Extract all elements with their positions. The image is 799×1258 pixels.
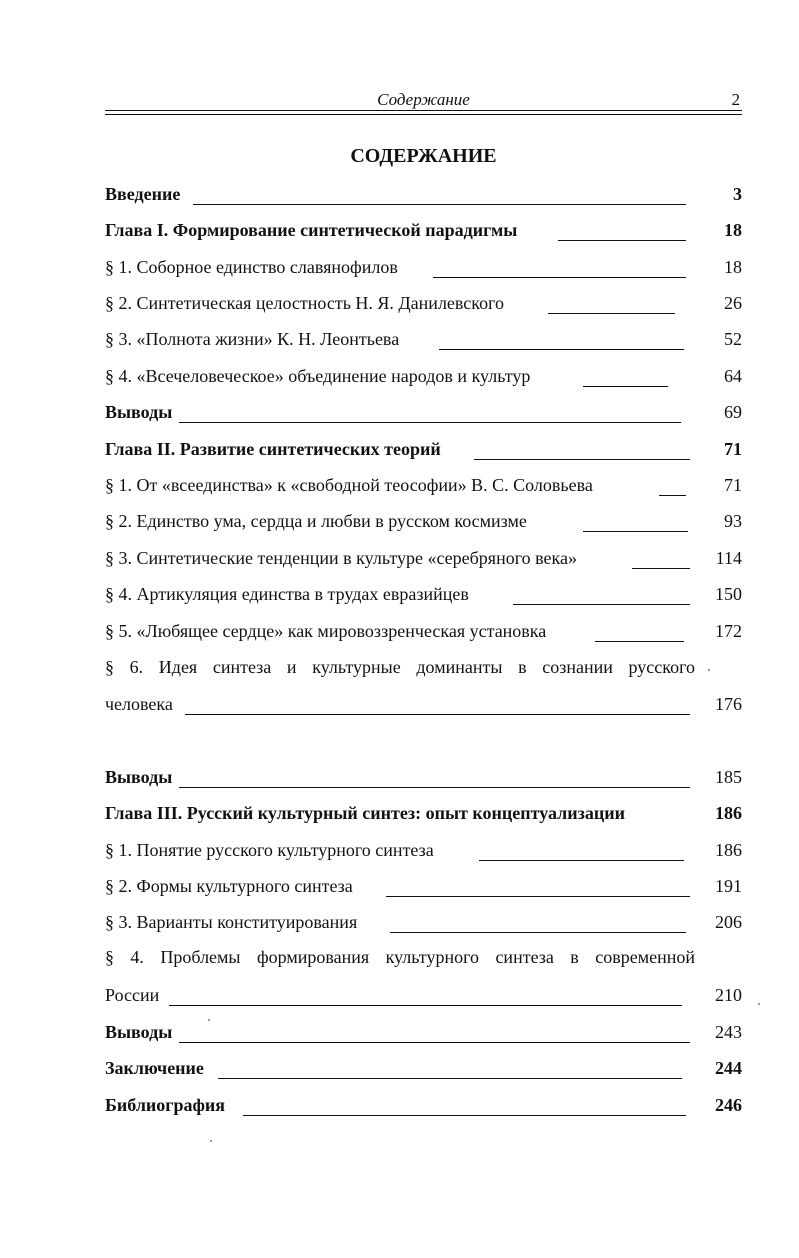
- toc-entry-ch3-section-2[interactable]: [105, 874, 742, 902]
- toc-entry-ch1-section-1[interactable]: [105, 255, 742, 283]
- toc-entry-ch2-section-6[interactable]: [105, 692, 742, 720]
- toc-entry-page: 26: [724, 293, 742, 313]
- toc-leader-line: [513, 604, 690, 605]
- header-rule-top: [105, 110, 742, 111]
- toc-entry-label: § 2. Формы культурного синтеза: [105, 876, 353, 896]
- toc-entry-label: § 2. Синтетическая целостность Н. Я. Данилевского: [105, 293, 505, 313]
- toc-leader-line: [390, 932, 686, 933]
- running-head-title: Содержание: [377, 90, 470, 109]
- toc-entry-label: Глава I. Формирование синтетической парадигмы: [105, 220, 518, 240]
- toc-leader-line: [632, 568, 690, 569]
- toc-entry-chapter-2[interactable]: [105, 437, 742, 465]
- toc-leader-line: [583, 531, 688, 532]
- toc-entry-label: § 1. От «всеединства» к «свободной теософии» В. С. Соловьева: [105, 475, 593, 495]
- toc-entry-ch2-section-2[interactable]: [105, 509, 742, 537]
- toc-leader-line: [583, 386, 668, 387]
- toc-entry-label: § 1. Соборное единство славянофилов: [105, 257, 398, 277]
- toc-entry-label: Глава III. Русский культурный синтез: опыт концептуализации: [105, 803, 625, 823]
- toc-entry-ch2-section-1[interactable]: [105, 473, 742, 501]
- header-rule-bottom: [105, 114, 742, 115]
- toc-entry-page: 172: [715, 621, 742, 641]
- toc-entry-label: § 4. «Всечеловеческое» объединение народов и культур: [105, 366, 531, 386]
- toc-entry-page: 243: [715, 1022, 742, 1042]
- toc-entry-label: § 3. Варианты конституирования: [105, 912, 358, 932]
- toc-entry-label: § 1. Понятие русского культурного синтеза: [105, 840, 434, 860]
- toc-entry-ch2-section-4[interactable]: [105, 582, 742, 610]
- toc-entry-ch3-section-1[interactable]: [105, 838, 742, 866]
- running-head-page-number: 2: [731, 90, 740, 109]
- toc-entry-page: 206: [715, 912, 742, 932]
- toc-entry-page: 69: [724, 402, 742, 422]
- toc-leader-line: [479, 860, 684, 861]
- toc-leader-line: [386, 896, 690, 897]
- toc-entry-page: 210: [715, 985, 742, 1005]
- toc-entry-page: 244: [715, 1058, 742, 1078]
- toc-entry-ch3-conclusions[interactable]: [105, 1020, 742, 1048]
- toc-entry-page: 176: [715, 694, 742, 714]
- toc-leader-line: [179, 1042, 690, 1043]
- toc-entry-label: Заключение: [105, 1058, 204, 1078]
- toc-entry-conclusion[interactable]: [105, 1056, 742, 1084]
- toc-entry-label: § 4. Артикуляция единства в трудах евразийцев: [105, 584, 469, 604]
- toc-entry-page: 71: [724, 439, 742, 459]
- toc-entry-label: § 3. «Полнота жизни» К. Н. Леонтьева: [105, 329, 400, 349]
- toc-leader-line: [474, 459, 690, 460]
- toc-entry-ch2-section-3[interactable]: [105, 546, 742, 574]
- toc-leader-line: [595, 641, 684, 642]
- toc-entry-ch1-section-2[interactable]: [105, 291, 742, 319]
- toc-entry-label: Библиография: [105, 1095, 226, 1115]
- toc-entry-chapter-1[interactable]: [105, 218, 742, 246]
- toc-leader-line: [548, 313, 675, 314]
- toc-entry-ch2-conclusions[interactable]: [105, 765, 742, 793]
- toc-leader-line: [169, 1005, 682, 1006]
- scan-speck: [208, 1019, 210, 1021]
- toc-leader-line: [243, 1115, 686, 1116]
- toc-entry-label: § 2. Единство ума, сердца и любви в русском космизме: [105, 511, 527, 531]
- toc-entry-page: 186: [715, 840, 742, 860]
- toc-leader-line: [185, 714, 690, 715]
- toc-leader-line: [558, 240, 686, 241]
- toc-entry-label: человека: [105, 694, 173, 714]
- toc-entry-page: 52: [724, 329, 742, 349]
- toc-entry-page: 191: [715, 876, 742, 896]
- toc-entry-ch3-section-3[interactable]: [105, 910, 742, 938]
- toc-entry-label: Введение: [105, 184, 181, 204]
- toc-entry-ch2-section-5[interactable]: [105, 619, 742, 647]
- toc-entry-chapter-3[interactable]: [105, 801, 742, 829]
- toc-entry-page: 64: [724, 366, 742, 386]
- toc-entry-page: 150: [715, 584, 742, 604]
- toc-entry-page: 71: [724, 475, 742, 495]
- toc-leader-line: [433, 277, 686, 278]
- toc-entry-bibliography[interactable]: [105, 1093, 742, 1121]
- toc-entry-label: России: [105, 985, 160, 1005]
- scan-speck: [708, 669, 710, 671]
- toc-entry-page: 186: [715, 803, 742, 823]
- toc-entry-page: 18: [724, 257, 742, 277]
- toc-entry-ch1-conclusions[interactable]: [105, 400, 742, 428]
- scan-speck: [210, 1140, 212, 1142]
- toc-entry-ch1-section-4[interactable]: [105, 364, 742, 392]
- toc-leader-line: [439, 349, 684, 350]
- toc-entry-label: Глава II. Развитие синтетических теорий: [105, 439, 441, 459]
- toc-entry-page: 18: [724, 220, 742, 240]
- toc-entry-label: Выводы: [105, 402, 173, 422]
- toc-entry-page: 3: [733, 184, 742, 204]
- toc-leader-line: [179, 787, 690, 788]
- toc-entry-ch1-section-3[interactable]: [105, 327, 742, 355]
- page-title: СОДЕРЖАНИЕ: [350, 145, 497, 167]
- toc-entry-page: 185: [715, 767, 742, 787]
- toc-leader-line: [179, 422, 681, 423]
- toc-entry-page: 93: [724, 511, 742, 531]
- toc-entry-label: § 5. «Любящее сердце» как мировоззренческая установка: [105, 621, 547, 641]
- toc-entry-ch2-section-6-line1[interactable]: § 6. Идея синтеза и культурные доминанты в сознании русского: [105, 657, 695, 677]
- toc-leader-line: [218, 1078, 682, 1079]
- toc-entry-page: 114: [715, 548, 742, 568]
- toc-entry-page: 246: [715, 1095, 742, 1115]
- toc-entry-ch3-section-4-line1[interactable]: § 4. Проблемы формирования культурного синтеза в современной: [105, 947, 695, 967]
- toc-entry-label: Выводы: [105, 767, 173, 787]
- scan-speck: [758, 1003, 760, 1005]
- toc-entry-intro[interactable]: [105, 182, 742, 210]
- toc-entry-label: Выводы: [105, 1022, 173, 1042]
- toc-leader-line: [193, 204, 686, 205]
- toc-leader-line: [659, 495, 686, 496]
- toc-entry-label: § 3. Синтетические тенденции в культуре «серебряного века»: [105, 548, 577, 568]
- toc-entry-ch3-section-4[interactable]: [105, 983, 742, 1011]
